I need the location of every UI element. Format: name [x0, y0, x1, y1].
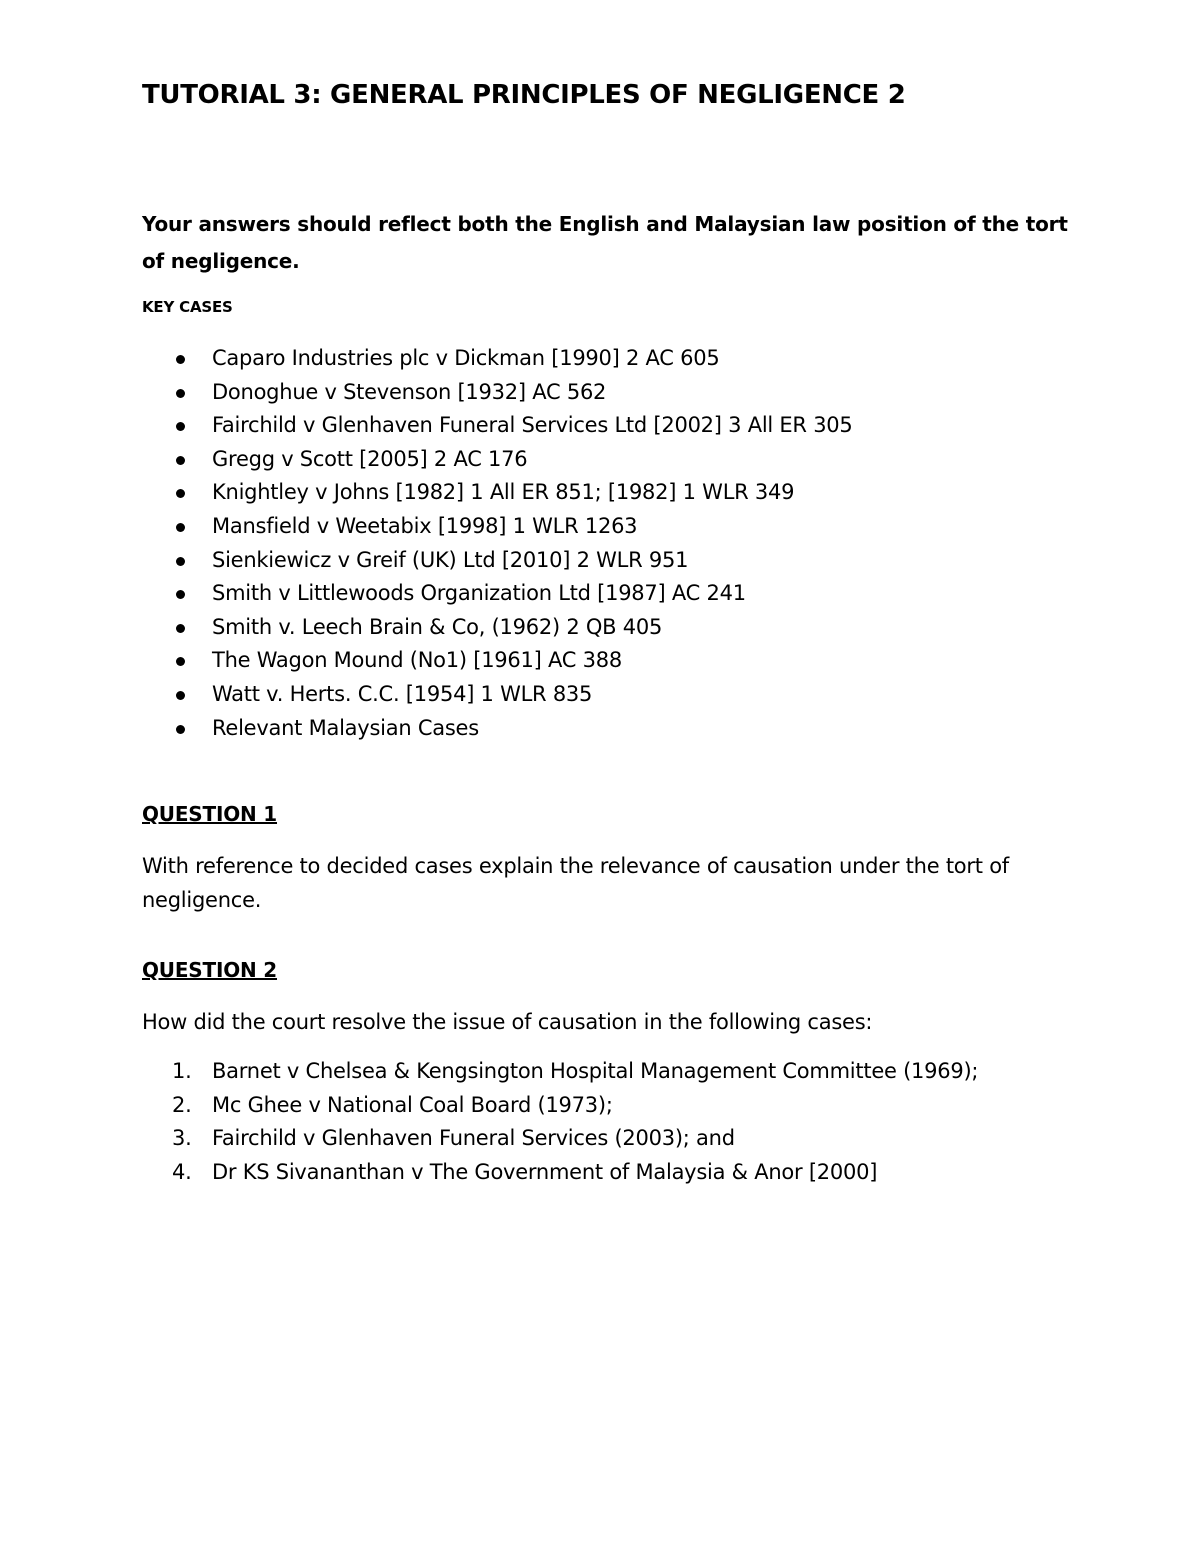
case-citation: The Wagon Mound (No1) [1961] AC 388 — [212, 648, 622, 673]
question-1-text: With reference to decided cases explain the relevance of causation under the tort of negligence. — [142, 854, 1009, 913]
key-cases-label: KEY CASES — [142, 298, 233, 316]
list-item — [142, 1122, 1072, 1156]
bullet-icon — [176, 557, 185, 566]
list-number: 2. — [172, 1092, 192, 1117]
document-title: TUTORIAL 3: GENERAL PRINCIPLES OF NEGLIGENCE 2 — [142, 80, 906, 110]
bullet-icon — [176, 590, 185, 599]
case-name: Dr KS Sivananthan v The Government of Malaysia & Anor [2000] — [212, 1159, 878, 1184]
list-item — [142, 409, 1072, 443]
case-name: Fairchild v Glenhaven Funeral Services (2003); and — [212, 1126, 735, 1151]
list-number: 3. — [172, 1126, 192, 1151]
list-item — [142, 1089, 1072, 1123]
list-item — [142, 678, 1072, 712]
list-item — [142, 443, 1072, 477]
list-item — [142, 376, 1072, 410]
bullet-icon — [176, 624, 185, 633]
case-citation: Gregg v Scott [2005] 2 AC 176 — [212, 446, 528, 471]
list-item — [142, 476, 1072, 510]
list-item — [142, 577, 1072, 611]
list-item — [142, 712, 1072, 746]
list-item — [142, 342, 1072, 376]
case-citation: Sienkiewicz v Greif (UK) Ltd [2010] 2 WLR 951 — [212, 547, 689, 572]
question-1-heading: QUESTION 1 — [142, 802, 278, 827]
case-citation: Watt v. Herts. C.C. [1954] 1 WLR 835 — [212, 681, 593, 706]
bullet-icon — [176, 657, 185, 666]
case-citation: Smith v Littlewoods Organization Ltd [1987] AC 241 — [212, 581, 746, 606]
list-item — [142, 1055, 1072, 1089]
bullet-icon — [176, 422, 185, 431]
case-citation: Smith v. Leech Brain & Co, (1962) 2 QB 405 — [212, 614, 663, 639]
instruction-text: Your answers should reflect both the English and Malaysian law position of the tort of negligence. — [142, 212, 1068, 273]
document-body — [142, 76, 1072, 1189]
list-item — [142, 644, 1072, 678]
bullet-icon — [176, 725, 185, 734]
case-name: Mc Ghee v National Coal Board (1973); — [212, 1092, 613, 1117]
question-2-text: How did the court resolve the issue of causation in the following cases: — [142, 1010, 873, 1035]
case-citation: Caparo Industries plc v Dickman [1990] 2 AC 605 — [212, 346, 720, 370]
bullet-icon — [176, 691, 185, 700]
case-citation: Relevant Malaysian Cases — [212, 715, 479, 740]
case-name: Barnet v Chelsea & Kengsington Hospital Management Committee (1969); — [212, 1059, 979, 1084]
list-item — [142, 611, 1072, 645]
bullet-icon — [176, 456, 185, 465]
bullet-icon — [176, 389, 185, 398]
bullet-icon — [176, 489, 185, 498]
list-item — [142, 1156, 1072, 1190]
bullet-icon — [176, 523, 185, 532]
case-citation: Fairchild v Glenhaven Funeral Services Ltd [2002] 3 All ER 305 — [212, 413, 853, 438]
list-number: 1. — [172, 1059, 192, 1084]
list-number: 4. — [172, 1159, 192, 1184]
bullet-icon — [176, 355, 185, 364]
list-item — [142, 510, 1072, 544]
key-cases-list — [142, 342, 1072, 745]
question-2-case-list — [142, 1055, 1072, 1189]
case-citation: Knightley v Johns [1982] 1 All ER 851; [1982] 1 WLR 349 — [212, 480, 795, 505]
case-citation: Mansfield v Weetabix [1998] 1 WLR 1263 — [212, 513, 638, 538]
case-citation: Donoghue v Stevenson [1932] AC 562 — [212, 379, 607, 404]
list-item — [142, 544, 1072, 578]
question-2-heading: QUESTION 2 — [142, 958, 278, 983]
